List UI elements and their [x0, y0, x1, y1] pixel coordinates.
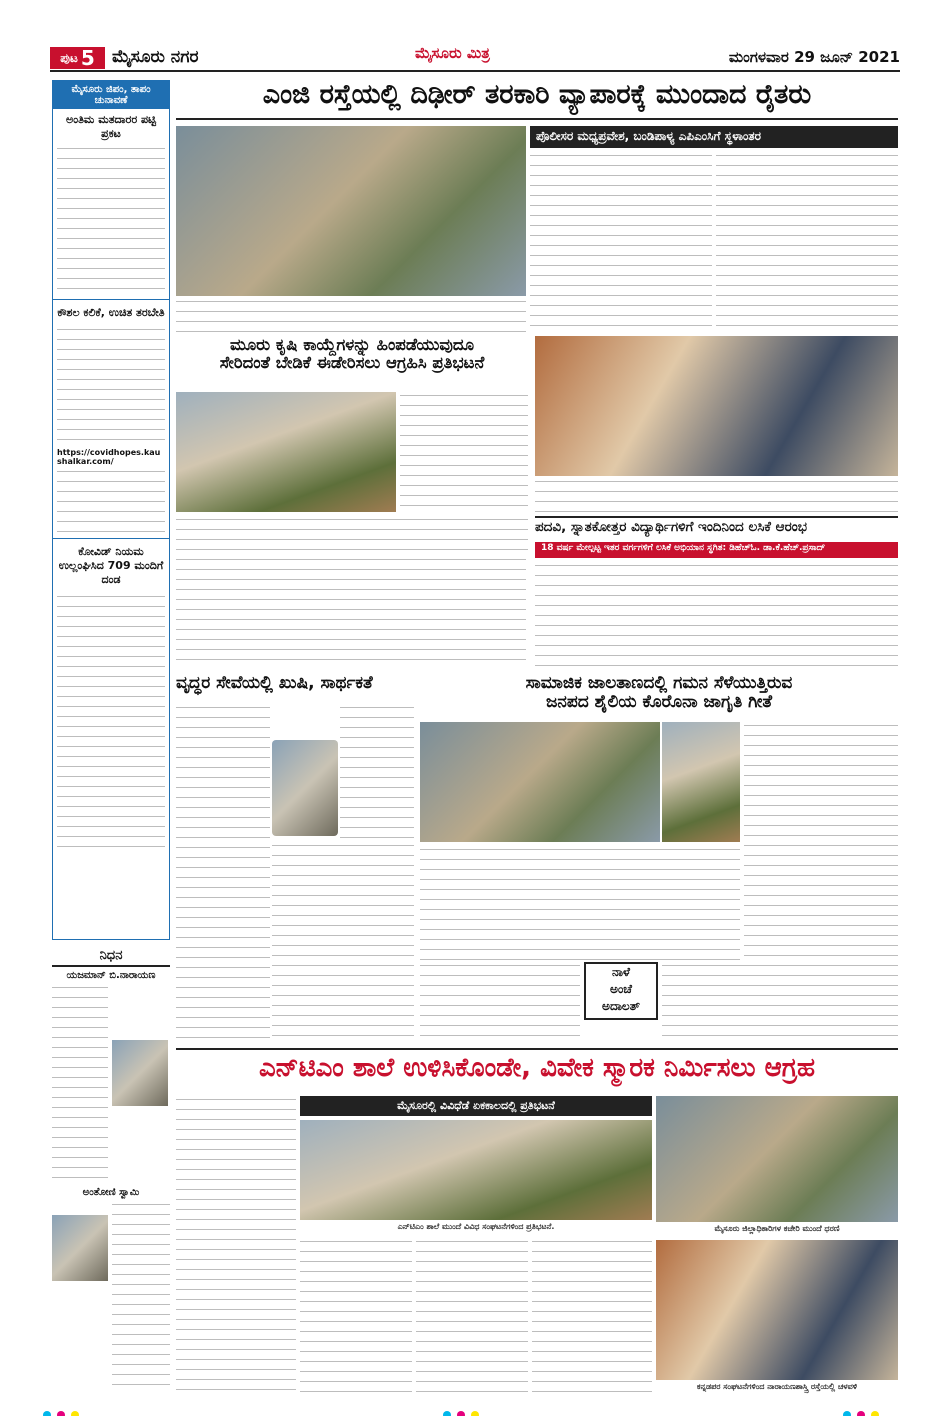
song-headline-line1: ಸಾಮಾಜಿಕ ಜಾಲತಾಣದಲ್ಲಿ ಗಮನ ಸೆಳೆಯುತ್ತಿರುವ	[525, 674, 793, 693]
story-head-voters-list: ಅಂತಿಮ ಮತದಾರರ ಪಟ್ಟಿ ಪ್ರಕಟ	[65, 113, 156, 140]
story-body-skill-training-2	[57, 468, 165, 538]
page-number-box	[50, 47, 105, 69]
protest-photo	[176, 392, 396, 512]
ntm-headline: ಎನ್‌ಟಿಎಂ ಶಾಲೆ ಉಳಿಸಿಕೊಂಡೇ, ವಿವೇಕ ಸ್ಮಾರಕ ನಿರ್ಮಿಸಲು ಆಗ್ರಹ	[176, 1048, 898, 1092]
obituary-2-name: ಅಂತೋಣಿ ಸ್ವಾಮಿ	[82, 1187, 140, 1198]
song-photo-singer	[662, 722, 740, 842]
song-photo-group	[420, 722, 660, 842]
ntm-body-col3	[416, 1238, 528, 1392]
masthead	[50, 44, 900, 72]
protest-body	[176, 556, 526, 668]
lead-headline: ಎಂಜಿ ರಸ್ತೆಯಲ್ಲಿ ದಿಢೀರ್ ತರಕಾರಿ ವ್ಯಾಪಾರಕ್ಕೆ ಮುಂದಾದ ರೈತರು	[176, 80, 898, 120]
left-box-title: ಮೈಸೂರು ಜಿಪಂ, ತಾಪಂ ಚುನಾವಣೆ	[53, 81, 169, 109]
song-body-right	[744, 722, 898, 960]
ntm-body-col2	[300, 1238, 412, 1392]
song-headline-line2: ಜನಪದ ಶೈಲಿಯ ಕೊರೊನಾ ಜಾಗೃತಿ ಗೀತೆ	[545, 691, 773, 712]
song-headline	[420, 674, 898, 722]
adalat-line1: ನಾಳೆ	[612, 965, 630, 979]
print-color-marks-left	[40, 1404, 100, 1416]
nurse-body-col2	[340, 704, 414, 840]
ntm-school-protest-photo	[300, 1120, 652, 1220]
adalat-line3: ಅದಾಲತ್	[602, 999, 640, 1013]
lead-photo-caption	[176, 298, 526, 332]
story-body-voters-list	[57, 145, 165, 295]
vaccine-body	[535, 562, 898, 668]
print-color-marks-center	[440, 1404, 500, 1416]
vaccine-strip: 18 ವರ್ಷ ಮೇಲ್ಪಟ್ಟ ಇತರ ವರ್ಗಗಳಿಗೆ ಲಸಿಕೆ ಅಭಿಯಾನ ಸ್ಥಗಿತ: ಡಿಹೆಚ್‌ಓ. ಡಾ.ಕೆ.ಹೆಚ್.ಪ್ರಸಾದ್	[535, 542, 898, 558]
obituary-2-text	[112, 1201, 170, 1388]
tree-planting-caption	[535, 478, 898, 512]
nurse-portrait-photo	[272, 740, 338, 836]
song-body-bottom	[420, 962, 580, 1042]
obituary-section	[52, 948, 170, 1388]
story-head-skill-training: ಕೌಶಲ ಕಲಿಕೆ, ಉಚಿತ ತರಬೇತಿ	[53, 299, 169, 326]
ntm-banner: ಮೈಸೂರಲ್ಲಿ ವಿವಿಧೆಡೆ ಏಕಕಾಲದಲ್ಲಿ ಪ್ರತಿಭಟನೆ	[300, 1096, 652, 1116]
protest-body-top	[400, 392, 528, 512]
obituary-title: ನಿಧನ	[52, 948, 170, 967]
dc-office-dharna-photo	[656, 1096, 898, 1222]
nurse-body-col3	[272, 842, 414, 1044]
vaccine-headline: ಪದವಿ, ಸ್ನಾತಕೋತ್ತರ ವಿದ್ಯಾರ್ಥಿಗಳಿಗೆ ಇಂದಿನಿಂದ ಲಸಿಕೆ ಆರಂಭ	[535, 516, 898, 538]
story-head-covid-fine: ಕೋವಿಡ್ ನಿಯಮ ಉಲ್ಲಂಘಿಸಿದ 709 ಮಂದಿಗೆ ದಂಡ	[53, 538, 169, 593]
protest-headline	[176, 336, 528, 388]
left-column	[52, 80, 170, 940]
section-title: ಮೈಸೂರು ನಗರ	[112, 47, 199, 67]
protest-headline-line1: ಮೂರು ಕೃಷಿ ಕಾಯ್ದೆಗಳನ್ನು ಹಿಂಪಡೆಯುವುದೂ	[229, 336, 475, 354]
ntm-photo-caption1: ಎನ್‌ಟಿಎಂ ಶಾಲೆ ಮುಂದೆ ವಿವಿಧ ಸಂಘಟನೆಗಳಿಂದ ಪ್ರತಿಭಟನೆ.	[300, 1222, 652, 1234]
obituary-2-photo	[52, 1215, 108, 1281]
ntm-photo-caption3: ಕನ್ನಡಪರ ಸಂಘಟನೆಗಳಿಂದ ನಾರಾಯಣಶಾಸ್ತ್ರಿ ರಸ್ತೆಯಲ್ಲಿ ಚಳವಳಿ	[656, 1382, 898, 1394]
song-body-left	[420, 846, 740, 960]
skill-training-link[interactable]: https://covidhopes.kaushalkar.com/	[57, 448, 161, 466]
print-color-marks-right	[840, 1404, 900, 1416]
paper-name: ಮೈಸೂರು ಮಿತ್ರ	[415, 44, 490, 62]
tree-planting-photo	[535, 336, 898, 476]
protest-caption	[176, 516, 528, 552]
ntm-body-col4	[532, 1238, 652, 1392]
lead-photo-market-crowd	[176, 126, 526, 296]
page-label: ಪುಟ	[60, 50, 78, 65]
page-number: 5	[80, 46, 95, 70]
obituary-1-name: ಯಜಮಾನ್ ಬಿ.ನಾರಾಯಣ	[66, 970, 156, 981]
protest-headline-line2: ಸೇರಿದಂತೆ ಬೇಡಿಕೆ ಈಡೇರಿಸಲು ಆಗ್ರಹಿಸಿ ಪ್ರತಿಭಟನೆ	[219, 353, 485, 373]
story-body-skill-training	[57, 326, 165, 446]
post-adalat-box	[584, 962, 658, 1020]
ntm-photo-caption2: ಮೈಸೂರು ಜಿಲ್ಲಾಧಿಕಾರಿಗಳ ಕಚೇರಿ ಮುಂದೆ ಧರಣಿ	[656, 1224, 898, 1236]
kannada-groups-protest-photo	[656, 1240, 898, 1380]
nurse-headline: ವೃದ್ಧರ ಸೇವೆಯಲ್ಲಿ ಖುಷಿ, ಸಾರ್ಥಕತೆ	[176, 674, 373, 693]
lead-body-col2	[716, 152, 898, 330]
nurse-body-col1	[176, 704, 270, 1044]
adalat-line2: ಅಂಚೆ	[610, 982, 632, 996]
lead-subhead: ಪೊಲೀಸರ ಮಧ್ಯಪ್ರವೇಶ, ಬಂಡಿಪಾಳ್ಯ ಎಪಿಎಂಸಿಗೆ ಸ್ಥಳಾಂತರ	[530, 126, 898, 148]
adalat-body	[662, 962, 898, 1042]
issue-date: ಮಂಗಳವಾರ 29 ಜೂನ್ 2021	[728, 48, 900, 66]
obituary-1-photo	[112, 1040, 168, 1106]
ntm-body-col1	[176, 1096, 296, 1392]
lead-body-col1	[530, 152, 712, 330]
obituary-1-text	[52, 984, 108, 1184]
story-body-covid-fine	[57, 593, 165, 853]
